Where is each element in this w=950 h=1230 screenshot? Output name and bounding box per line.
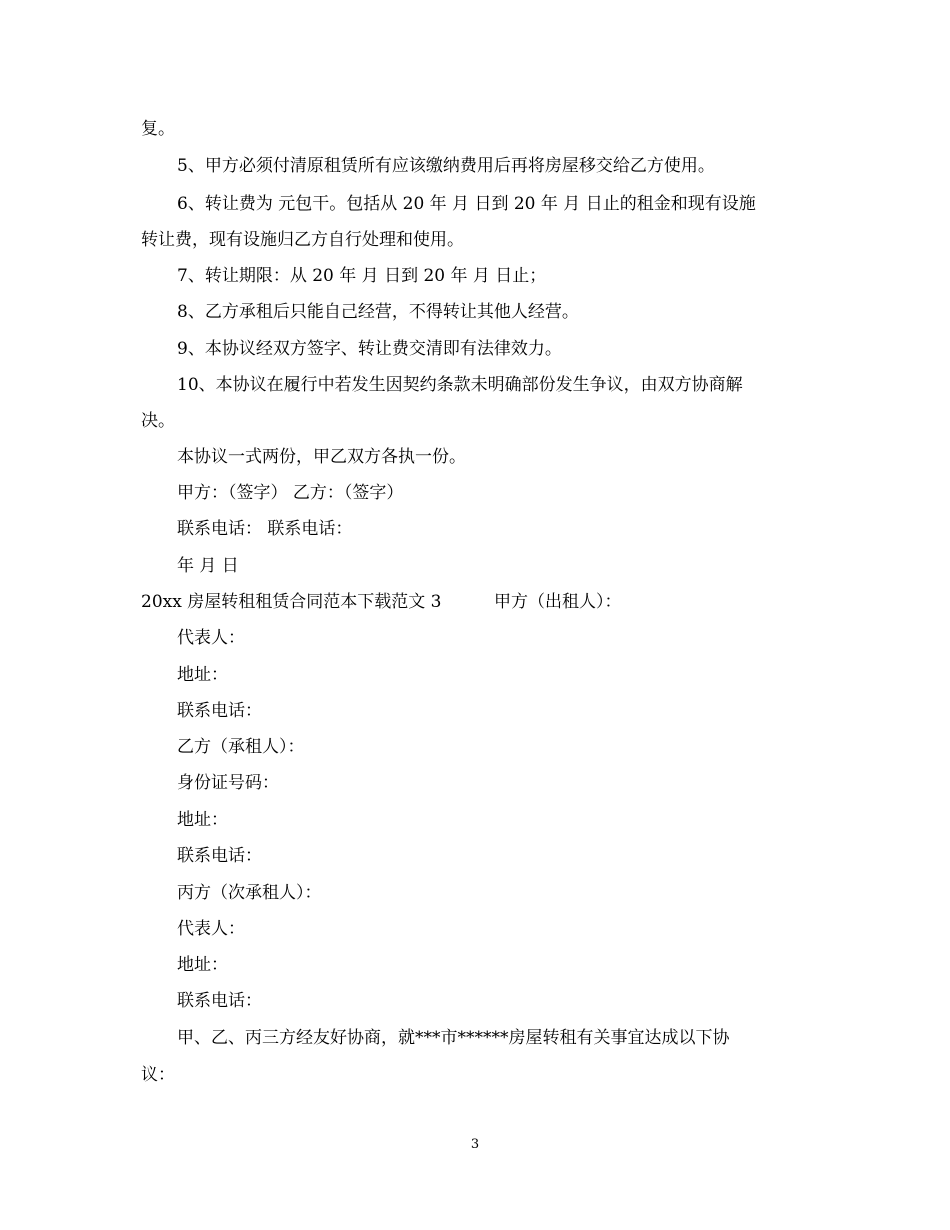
date-line: 年 月 日	[177, 556, 239, 576]
text-line: 转让费，现有设施归乙方自行处理和使用。	[141, 230, 464, 250]
text-line: 身份证号码：	[177, 773, 279, 793]
phone-line: 联系电话： 联系电话：	[177, 519, 353, 539]
text-line: 8、乙方承租后只能自己经营，不得转让其他人经营。	[177, 302, 579, 322]
text-line: 本协议一式两份，甲乙双方各执一份。	[177, 447, 466, 467]
party-a-label: 甲方（出租人）：	[494, 592, 622, 612]
text-line: 地址：	[177, 665, 228, 685]
text-line: 地址：	[177, 955, 228, 975]
section-title: 20xx 房屋转租租赁合同范本下载范文 3	[141, 592, 442, 612]
text-line: 议：	[141, 1065, 175, 1085]
signature-line: 甲方：（签字） 乙方：（签字）	[177, 483, 404, 503]
party-c-label: 丙方（次承租人）：	[177, 883, 322, 903]
text-line: 地址：	[177, 810, 228, 830]
party-b-label: 乙方（承租人）：	[177, 737, 305, 757]
text-line: 联系电话：	[177, 701, 262, 721]
page-number: 3	[470, 1137, 480, 1152]
text-line: 7、转让期限：从 20 年 月 日到 20 年 月 日止；	[177, 266, 547, 286]
text-line: 10、本协议在履行中若发生因契约条款未明确部份发生争议，由双方协商解	[177, 375, 743, 395]
text-line: 联系电话：	[177, 846, 262, 866]
text-line: 5、甲方必须付清原租赁所有应该缴纳费用后再将房屋移交给乙方使用。	[177, 156, 715, 176]
text-line: 甲、乙、丙三方经友好协商，就***市******房屋转租有关事宜达成以下协	[177, 1028, 730, 1048]
text-line: 代表人：	[177, 628, 245, 648]
text-line: 代表人：	[177, 919, 245, 939]
text-line: 复。	[141, 119, 175, 139]
text-line: 决。	[141, 411, 175, 431]
text-line: 联系电话：	[177, 991, 262, 1011]
text-line: 9、本协议经双方签字、转让费交清即有法律效力。	[177, 339, 562, 359]
text-line: 6、转让费为 元包干。包括从 20 年 月 日到 20 年 月 日止的租金和现有设施	[177, 194, 756, 214]
